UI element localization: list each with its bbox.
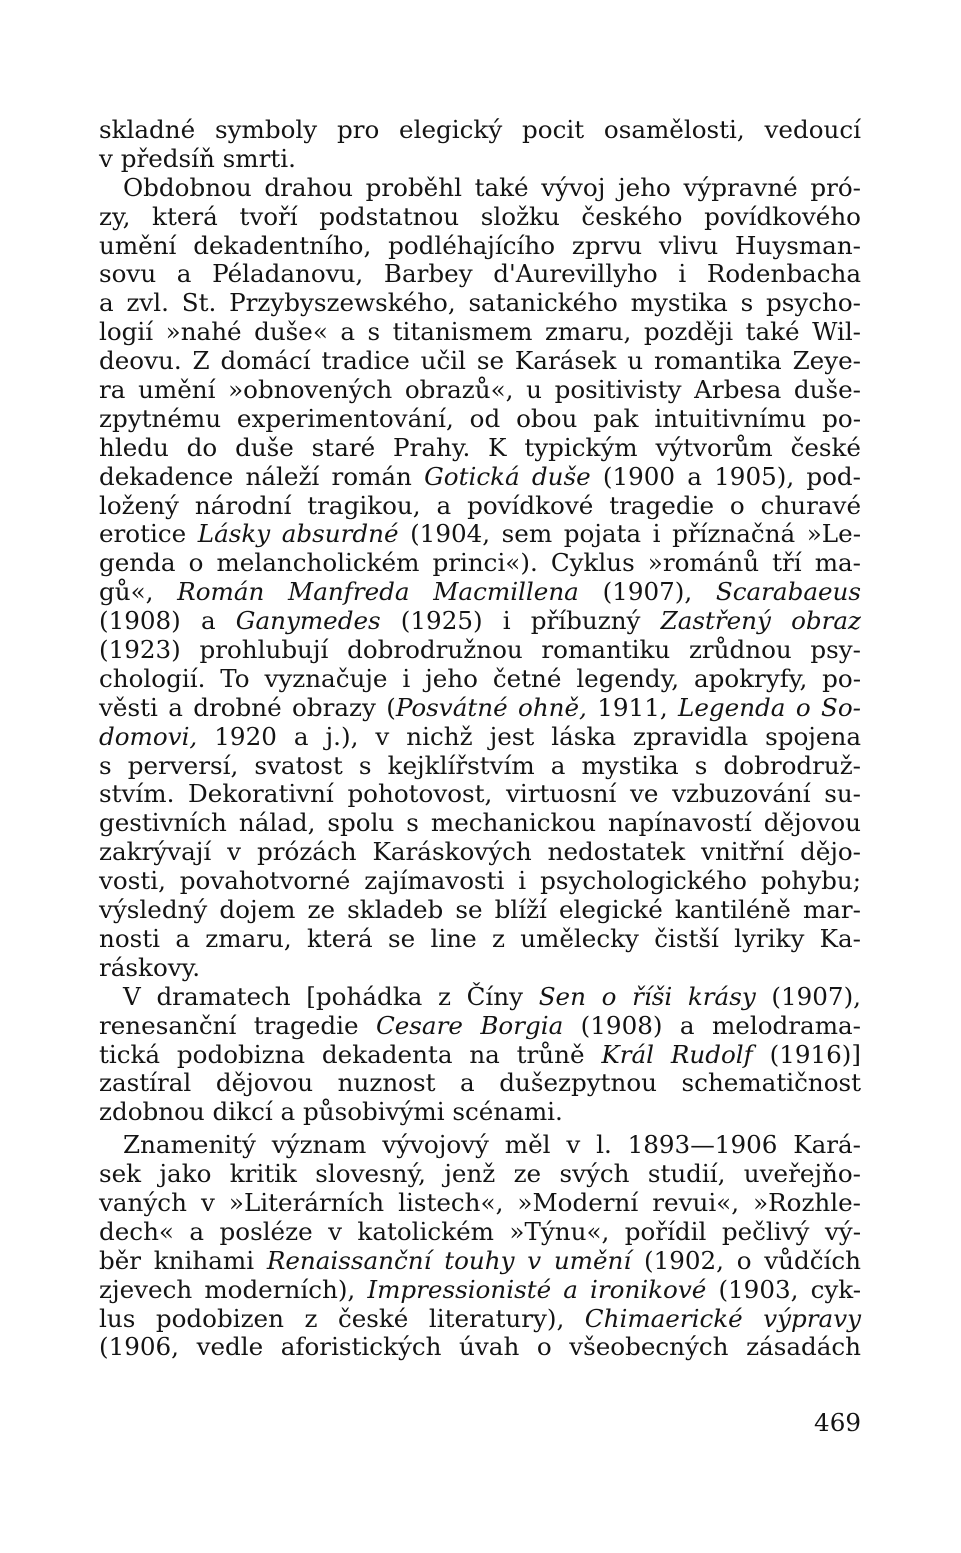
text-line bbox=[99, 1276, 861, 1305]
text-line bbox=[99, 1305, 861, 1334]
text-segment: ložený národní tragikou, a povídkové tragedie o churavé bbox=[99, 490, 861, 520]
italic-title: Impressionisté a ironikové bbox=[367, 1274, 707, 1304]
text-line bbox=[99, 1333, 861, 1362]
text-segment: (1923) prohlubují dobrodružnou romantiku zrůdnou psy- bbox=[99, 635, 861, 665]
text-segment: (1904, sem pojata i příznačná »Le- bbox=[398, 519, 862, 549]
text-segment: s perversí, svatost s kejklířstvím a mystika s dobrodruž- bbox=[99, 750, 861, 780]
text-line bbox=[99, 376, 861, 405]
text-line bbox=[99, 1098, 861, 1127]
text-line bbox=[99, 463, 861, 492]
text-segment: V dramatech [pohádka z Číny bbox=[123, 981, 539, 1011]
italic-title: Scarabaeus bbox=[715, 577, 862, 607]
text-line bbox=[99, 232, 861, 261]
text-segment: renesanční tragedie bbox=[99, 1010, 376, 1040]
italic-title: Gotická duše bbox=[424, 461, 591, 491]
italic-title: Legenda o So- bbox=[678, 692, 861, 722]
text-line bbox=[99, 203, 861, 232]
text-segment: věsti a drobné obrazy ( bbox=[99, 692, 396, 722]
text-line bbox=[99, 809, 861, 838]
text-segment: stvím. Dekorativní pohotovost, virtuosní ve vzbuzování su- bbox=[99, 779, 861, 809]
text-line bbox=[99, 896, 861, 925]
italic-title: Román Manfreda Macmillena bbox=[177, 577, 579, 607]
text-line bbox=[99, 1012, 861, 1041]
text-segment: umění dekadentního, podléhajícího zprvu vlivu Huysman- bbox=[99, 230, 861, 260]
text-line bbox=[99, 434, 861, 463]
page-number: 469 bbox=[814, 1408, 861, 1437]
italic-title: Sen o říši krásy bbox=[538, 981, 756, 1011]
page-text bbox=[99, 116, 861, 1362]
text-segment: nosti a zmaru, která se line z umělecky čistší lyriky Ka- bbox=[99, 923, 861, 953]
text-segment: zy, která tvoří podstatnou složku českého povídkového bbox=[99, 201, 861, 231]
text-line bbox=[99, 665, 861, 694]
text-segment: vaných v »Literárních listech«, »Moderní revui«, »Rozhle- bbox=[99, 1187, 861, 1217]
italic-title: domovi, bbox=[99, 721, 198, 751]
text-segment: tická podobizna dekadenta na trůně bbox=[99, 1039, 602, 1069]
text-segment: zpytnému experimentování, od obou pak intuitivnímu po- bbox=[99, 403, 861, 433]
italic-title: Zastřený obraz bbox=[660, 606, 862, 636]
text-line bbox=[99, 1189, 861, 1218]
text-segment: gů«, bbox=[99, 577, 178, 607]
italic-title: Král Rudolf bbox=[601, 1039, 753, 1069]
text-segment: zastíral dějovou nuznost a dušezpytnou schematičnost bbox=[99, 1068, 861, 1098]
text-line bbox=[99, 1247, 861, 1276]
text-segment: (1908) a melodrama- bbox=[563, 1010, 861, 1040]
text-segment: dekadence náleží román bbox=[99, 461, 425, 491]
text-segment: (1908) a bbox=[99, 606, 236, 636]
text-line bbox=[99, 1069, 861, 1098]
text-line bbox=[99, 925, 861, 954]
text-line bbox=[99, 723, 861, 752]
text-line bbox=[99, 289, 861, 318]
text-segment: deovu. Z domácí tradice učil se Karásek u romantika Zeye- bbox=[99, 346, 861, 376]
text-line bbox=[99, 636, 861, 665]
text-segment: 1920 a j.), v nichž jest láska zpravidla spojena bbox=[197, 721, 861, 751]
italic-title: Posvátné ohně, bbox=[395, 692, 587, 722]
italic-title: Cesare Borgia bbox=[375, 1010, 564, 1040]
text-line bbox=[99, 1218, 861, 1247]
text-line bbox=[99, 492, 861, 521]
text-segment: (1903, cyk- bbox=[706, 1274, 862, 1304]
text-line bbox=[99, 578, 861, 607]
text-line bbox=[99, 318, 861, 347]
text-segment: běr knihami bbox=[99, 1245, 267, 1275]
text-line bbox=[99, 520, 861, 549]
text-line bbox=[99, 405, 861, 434]
text-segment: Znamenitý význam vývojový měl v l. 1893—1906 Kará- bbox=[123, 1130, 861, 1160]
text-line bbox=[99, 1160, 861, 1189]
text-segment: zakrývají v prózách Karáskových nedostatek vnitřní dějo- bbox=[99, 837, 861, 867]
text-segment: ráskovy. bbox=[99, 952, 201, 982]
text-segment: sovu a Péladanovu, Barbey d'Aurevillyho i Rodenbacha bbox=[99, 259, 861, 289]
text-segment: (1907), bbox=[578, 577, 716, 607]
text-segment: lus podobizen z české literatury), bbox=[99, 1303, 585, 1333]
text-segment: skladné symboly pro elegický pocit osamělosti, vedoucí bbox=[99, 115, 861, 144]
text-segment: v předsíň smrti. bbox=[99, 143, 296, 173]
text-segment: 1911, bbox=[586, 692, 679, 722]
text-segment: (1916)] bbox=[752, 1039, 861, 1069]
text-line bbox=[99, 780, 861, 809]
text-segment: (1925) i příbuzný bbox=[380, 606, 661, 636]
text-line bbox=[99, 694, 861, 723]
text-line bbox=[99, 1131, 861, 1160]
text-segment: Obdobnou drahou proběhl také vývoj jeho výpravné pró- bbox=[123, 172, 861, 202]
text-line bbox=[99, 867, 861, 896]
text-line bbox=[99, 145, 861, 174]
text-line bbox=[99, 954, 861, 983]
text-line bbox=[99, 607, 861, 636]
text-segment: (1902, o vůdčích bbox=[631, 1245, 861, 1275]
text-segment: gestivních nálad, spolu s mechanickou napínavostí dějovou bbox=[99, 808, 861, 838]
text-segment: výsledný dojem ze skladeb se blíží elegické kantiléně mar- bbox=[99, 895, 861, 925]
text-segment: dech« a posléze v katolickém »Týnu«, pořídil pečlivý vý- bbox=[99, 1216, 861, 1246]
text-segment: (1906, vedle aforistických úvah o všeobecných zásadách bbox=[99, 1332, 861, 1362]
italic-title: Chimaerické výpravy bbox=[584, 1303, 861, 1333]
italic-title: Renaissanční touhy v umění bbox=[266, 1245, 632, 1275]
text-segment: genda o melancholickém princi«). Cyklus »románů tří ma- bbox=[99, 548, 861, 578]
text-segment: ra umění »obnovených obrazů«, u positivisty Arbesa duše- bbox=[99, 375, 861, 405]
text-segment: a zvl. St. Przybyszewského, satanického mystika s psycho- bbox=[99, 288, 861, 318]
text-segment: hledu do duše staré Prahy. K typickým výtvorům české bbox=[99, 432, 861, 462]
text-segment: zjevech moderních), bbox=[99, 1274, 368, 1304]
text-segment: chologií. To vyznačuje i jeho četné legendy, apokryfy, po- bbox=[99, 663, 861, 693]
text-line bbox=[99, 752, 861, 781]
text-line bbox=[99, 174, 861, 203]
italic-title: Ganymedes bbox=[235, 606, 381, 636]
text-segment: logií »nahé duše« a s titanismem zmaru, později také Wil- bbox=[99, 317, 861, 347]
text-segment: (1900 a 1905), pod- bbox=[590, 461, 861, 491]
text-segment: vosti, povahotvorné zajímavosti i psychologického pohybu; bbox=[99, 866, 861, 896]
text-line bbox=[99, 260, 861, 289]
italic-title: Lásky absurdné bbox=[197, 519, 399, 549]
text-segment: zdobnou dikcí a působivými scénami. bbox=[99, 1097, 563, 1127]
text-segment: sek jako kritik slovesný, jenž ze svých studií, uveřejňo- bbox=[99, 1159, 861, 1189]
text-line bbox=[99, 347, 861, 376]
text-line bbox=[99, 549, 861, 578]
text-segment: erotice bbox=[99, 519, 198, 549]
text-segment: (1907), bbox=[755, 981, 861, 1011]
text-line bbox=[99, 116, 861, 145]
text-line bbox=[99, 838, 861, 867]
text-line bbox=[99, 983, 861, 1012]
text-line bbox=[99, 1041, 861, 1070]
